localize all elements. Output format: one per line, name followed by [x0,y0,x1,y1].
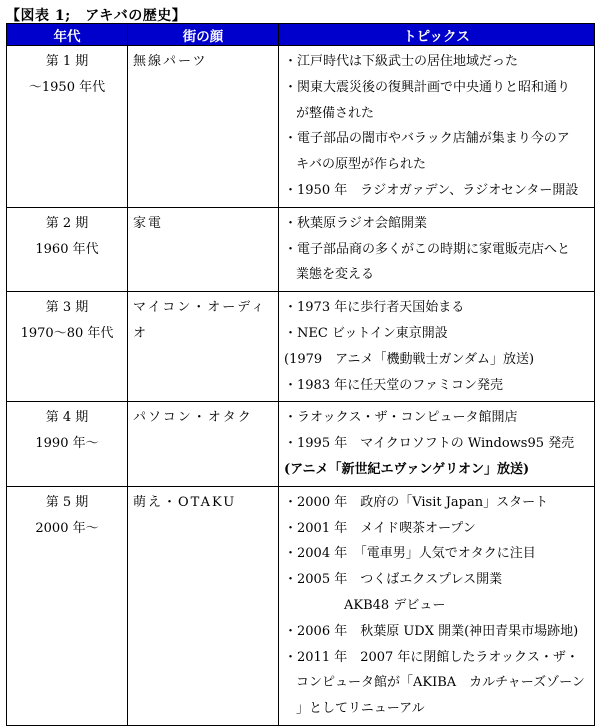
era-line: 1970～80 年代 [20,325,114,341]
topic-line: が整備された [296,105,375,121]
topic-line: ・2000 年 政府の「Visit Japan」スタート [284,494,549,510]
topics-cell [279,486,595,725]
face-line: 無線パーツ [133,54,208,69]
topic-line: AKB48 デビュー [344,597,446,613]
topic-line: ・1995 年 マイクロソフトの Windows95 発売 [284,436,575,452]
topic-line: ・2004 年 「電車男」人気でオタクに注目 [284,546,536,562]
face-line: パソコン・オタク [133,410,253,426]
figure-caption: 【図表 1; アキバの歴史】 [6,8,187,24]
topic-line: ・1983 年に任天堂のファミコン発売 [284,377,503,393]
face-cell [128,402,279,486]
topic-line: キバの原型が作られた [296,157,427,173]
era-line: 1960 年代 [35,241,99,257]
era-line: 第 4 期 [45,410,89,426]
header-face: 街の顔 [128,24,279,46]
topic-line: ・2001 年 メイド喫茶オープン [284,520,476,536]
topic-line: ・電子部品商の多くがこの時期に家電販売店へと [284,241,571,257]
topic-line: ・2011 年 2007 年に閉館したラオックス・ザ・ [284,649,579,665]
topic-line: ・秋葉原ラジオ会館開業 [284,215,428,231]
era-cell [7,402,128,486]
face-cell [128,486,279,725]
era-cell [7,46,128,208]
face-cell [128,207,279,291]
face-line: 家電 [133,215,164,231]
topics-cell [279,402,595,486]
era-line: 1990 年～ [35,436,99,452]
face-cell [128,46,279,208]
topics-cell [279,46,595,208]
face-cell [128,292,279,402]
face-line: マイコン・オーディ [133,300,267,316]
era-cell [7,486,128,725]
topic-line: 業態を変える [296,267,375,283]
table-row [7,207,595,291]
topic-line: ・ラオックス・ザ・コンピュータ館開店 [284,410,518,426]
header-topics: トピックス [279,24,595,46]
era-line: 第 3 期 [45,300,89,316]
topic-line: ・電子部品の闇市やバラック店舗が集まり今のア [284,131,570,147]
table-row [7,46,595,208]
topic-line: ・2005 年 つくばエクスプレス開業 [284,572,503,588]
history-table [6,23,595,726]
table-header-row [7,24,595,46]
face-line: オ [133,325,149,341]
table-row [7,402,595,486]
topic-line: コンピュータ館が「AKIBA カルチャーズゾーン [296,675,585,691]
topics-cell [279,207,595,291]
era-cell [7,292,128,402]
era-line: 第 5 期 [45,494,89,510]
era-line: 第 1 期 [45,54,89,69]
table-body [7,46,595,726]
era-line: 第 2 期 [45,215,89,231]
header-era: 年代 [7,24,128,46]
era-line: ～1950 年代 [28,79,106,95]
topics-cell [279,292,595,402]
topic-line: 」としてリニューアル [296,701,425,717]
era-line: 2000 年～ [35,520,99,536]
topic-line: (1979 アニメ「機動戦士ガンダム」放送) [284,351,535,367]
topic-line: ・1950 年 ラジオガァデン、ラジオセンター開設 [284,182,579,198]
topic-line: ・1973 年に歩行者天国始まる [284,300,465,316]
topic-line: ・江戸時代は下級武士の居住地域だった [284,54,519,69]
table-row [7,486,595,725]
topic-line: ・NEC ビットイン東京開設 [284,325,448,341]
topic-line: ・2006 年 秋葉原 UDX 開業(神田青果市場跡地) [284,623,579,639]
era-cell [7,207,128,291]
face-line: 萌え・OTAKU [133,494,237,510]
topic-line: (アニメ「新世紀エヴァンゲリオン」放送) [284,461,530,477]
table-row [7,292,595,402]
topic-line: ・関東大震災後の復興計画で中央通りと昭和通り [284,79,571,95]
